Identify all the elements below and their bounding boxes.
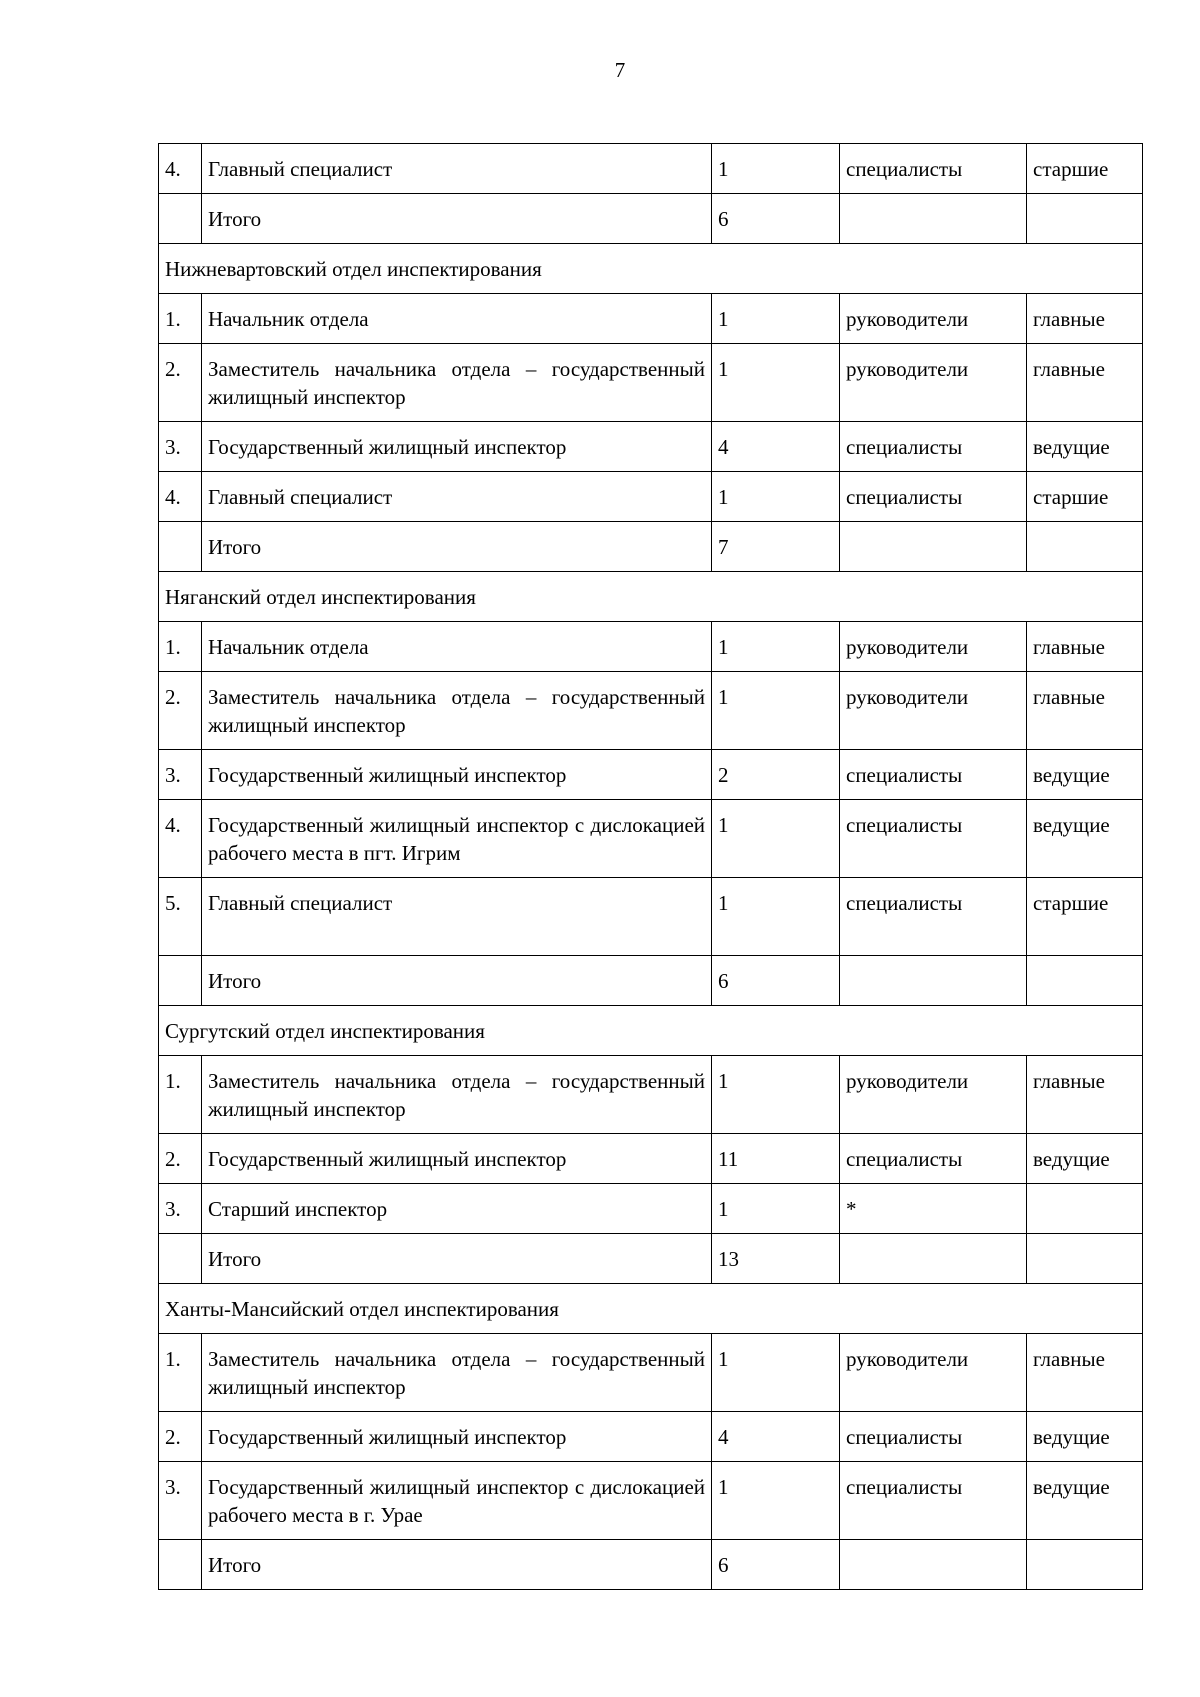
category-cell: [840, 522, 1027, 572]
total-label-cell: Итого: [202, 956, 712, 1006]
quantity-cell: 1: [712, 472, 840, 522]
quantity-cell: 4: [712, 1412, 840, 1462]
department-header-row: [159, 572, 1143, 622]
position-name-cell: Государственный жилищный инспектор: [202, 1412, 712, 1462]
row-number-cell: [159, 1540, 202, 1590]
category-cell: [840, 1540, 1027, 1590]
row-number-cell: 3.: [159, 422, 202, 472]
position-row: [159, 1056, 1143, 1134]
page-number: 7: [614, 58, 626, 82]
group-cell: старшие: [1027, 144, 1143, 194]
row-number-cell: 1.: [159, 622, 202, 672]
category-cell: специалисты: [840, 472, 1027, 522]
total-row: [159, 194, 1143, 244]
category-cell: руководители: [840, 622, 1027, 672]
quantity-cell: 7: [712, 522, 840, 572]
quantity-cell: 2: [712, 750, 840, 800]
quantity-cell: 1: [712, 1184, 840, 1234]
quantity-cell: 1: [712, 344, 840, 422]
position-name-cell: Старший инспектор: [202, 1184, 712, 1234]
category-cell: специалисты: [840, 878, 1027, 956]
position-name-cell: Государственный жилищный инспектор: [202, 1134, 712, 1184]
total-label-cell: Итого: [202, 522, 712, 572]
position-row: [159, 294, 1143, 344]
category-cell: специалисты: [840, 750, 1027, 800]
position-row: [159, 878, 1143, 956]
quantity-cell: 1: [712, 294, 840, 344]
total-label-cell: Итого: [202, 194, 712, 244]
row-number-cell: 3.: [159, 750, 202, 800]
total-label-cell: Итого: [202, 1234, 712, 1284]
department-name: Ханты-Мансийский отдел инспектирования: [159, 1284, 1143, 1334]
group-cell: [1027, 1234, 1143, 1284]
staffing-table-body: [159, 144, 1143, 1590]
total-row: [159, 956, 1143, 1006]
row-number-cell: [159, 194, 202, 244]
group-cell: [1027, 194, 1143, 244]
category-cell: специалисты: [840, 422, 1027, 472]
category-cell: [840, 194, 1027, 244]
total-label-cell: Итого: [202, 1540, 712, 1590]
category-cell: специалисты: [840, 144, 1027, 194]
group-cell: главные: [1027, 1056, 1143, 1134]
department-name: Сургутский отдел инспектирования: [159, 1006, 1143, 1056]
quantity-cell: 1: [712, 144, 840, 194]
category-cell: специалисты: [840, 1462, 1027, 1540]
position-row: [159, 1134, 1143, 1184]
group-cell: старшие: [1027, 472, 1143, 522]
row-number-cell: 4.: [159, 144, 202, 194]
group-cell: главные: [1027, 622, 1143, 672]
quantity-cell: 4: [712, 422, 840, 472]
group-cell: [1027, 1184, 1143, 1234]
category-cell: руководители: [840, 294, 1027, 344]
department-name: Нижневартовский отдел инспектирования: [159, 244, 1143, 294]
category-cell: специалисты: [840, 1134, 1027, 1184]
position-name-cell: Начальник отдела: [202, 294, 712, 344]
position-name-cell: Заместитель начальника отдела – государственный жилищный инспектор: [202, 1334, 712, 1412]
group-cell: ведущие: [1027, 750, 1143, 800]
category-cell: руководители: [840, 1334, 1027, 1412]
row-number-cell: 5.: [159, 878, 202, 956]
category-cell: *: [840, 1184, 1027, 1234]
row-number-cell: 2.: [159, 672, 202, 750]
position-row: [159, 422, 1143, 472]
group-cell: главные: [1027, 672, 1143, 750]
quantity-cell: 11: [712, 1134, 840, 1184]
position-name-cell: Начальник отдела: [202, 622, 712, 672]
position-name-cell: Заместитель начальника отдела – государственный жилищный инспектор: [202, 344, 712, 422]
row-number-cell: 2.: [159, 344, 202, 422]
group-cell: главные: [1027, 1334, 1143, 1412]
department-header-row: [159, 244, 1143, 294]
position-row: [159, 1184, 1143, 1234]
quantity-cell: 1: [712, 1462, 840, 1540]
position-name-cell: Государственный жилищный инспектор: [202, 750, 712, 800]
quantity-cell: 6: [712, 194, 840, 244]
row-number-cell: [159, 522, 202, 572]
row-number-cell: 1.: [159, 294, 202, 344]
row-number-cell: 4.: [159, 472, 202, 522]
group-cell: главные: [1027, 294, 1143, 344]
quantity-cell: 6: [712, 1540, 840, 1590]
row-number-cell: [159, 1234, 202, 1284]
total-row: [159, 522, 1143, 572]
position-row: [159, 800, 1143, 878]
position-row: [159, 750, 1143, 800]
group-cell: старшие: [1027, 878, 1143, 956]
department-header-row: [159, 1284, 1143, 1334]
total-row: [159, 1234, 1143, 1284]
position-name-cell: Государственный жилищный инспектор с дислокацией рабочего места в г. Урае: [202, 1462, 712, 1540]
row-number-cell: 2.: [159, 1134, 202, 1184]
group-cell: ведущие: [1027, 1462, 1143, 1540]
group-cell: [1027, 522, 1143, 572]
department-name: Няганский отдел инспектирования: [159, 572, 1143, 622]
position-row: [159, 144, 1143, 194]
position-name-cell: Государственный жилищный инспектор: [202, 422, 712, 472]
category-cell: специалисты: [840, 1412, 1027, 1462]
staffing-table: [158, 143, 1143, 1590]
group-cell: главные: [1027, 344, 1143, 422]
quantity-cell: 1: [712, 622, 840, 672]
position-name-cell: Заместитель начальника отдела – государственный жилищный инспектор: [202, 672, 712, 750]
category-cell: руководители: [840, 672, 1027, 750]
row-number-cell: 2.: [159, 1412, 202, 1462]
group-cell: ведущие: [1027, 1134, 1143, 1184]
quantity-cell: 6: [712, 956, 840, 1006]
position-row: [159, 344, 1143, 422]
category-cell: руководители: [840, 344, 1027, 422]
position-row: [159, 1412, 1143, 1462]
position-name-cell: Государственный жилищный инспектор с дислокацией рабочего места в пгт. Игрим: [202, 800, 712, 878]
category-cell: руководители: [840, 1056, 1027, 1134]
group-cell: [1027, 956, 1143, 1006]
department-header-row: [159, 1006, 1143, 1056]
row-number-cell: 1.: [159, 1056, 202, 1134]
row-number-cell: 3.: [159, 1462, 202, 1540]
total-row: [159, 1540, 1143, 1590]
group-cell: ведущие: [1027, 422, 1143, 472]
group-cell: ведущие: [1027, 800, 1143, 878]
position-row: [159, 672, 1143, 750]
position-name-cell: Главный специалист: [202, 878, 712, 956]
row-number-cell: 1.: [159, 1334, 202, 1412]
quantity-cell: 1: [712, 1334, 840, 1412]
row-number-cell: 4.: [159, 800, 202, 878]
group-cell: ведущие: [1027, 1412, 1143, 1462]
row-number-cell: 3.: [159, 1184, 202, 1234]
quantity-cell: 13: [712, 1234, 840, 1284]
position-row: [159, 622, 1143, 672]
position-row: [159, 1334, 1143, 1412]
position-name-cell: Главный специалист: [202, 472, 712, 522]
position-name-cell: Заместитель начальника отдела – государственный жилищный инспектор: [202, 1056, 712, 1134]
quantity-cell: 1: [712, 878, 840, 956]
category-cell: [840, 1234, 1027, 1284]
position-name-cell: Главный специалист: [202, 144, 712, 194]
quantity-cell: 1: [712, 800, 840, 878]
category-cell: [840, 956, 1027, 1006]
category-cell: специалисты: [840, 800, 1027, 878]
position-row: [159, 1462, 1143, 1540]
group-cell: [1027, 1540, 1143, 1590]
quantity-cell: 1: [712, 1056, 840, 1134]
quantity-cell: 1: [712, 672, 840, 750]
row-number-cell: [159, 956, 202, 1006]
position-row: [159, 472, 1143, 522]
